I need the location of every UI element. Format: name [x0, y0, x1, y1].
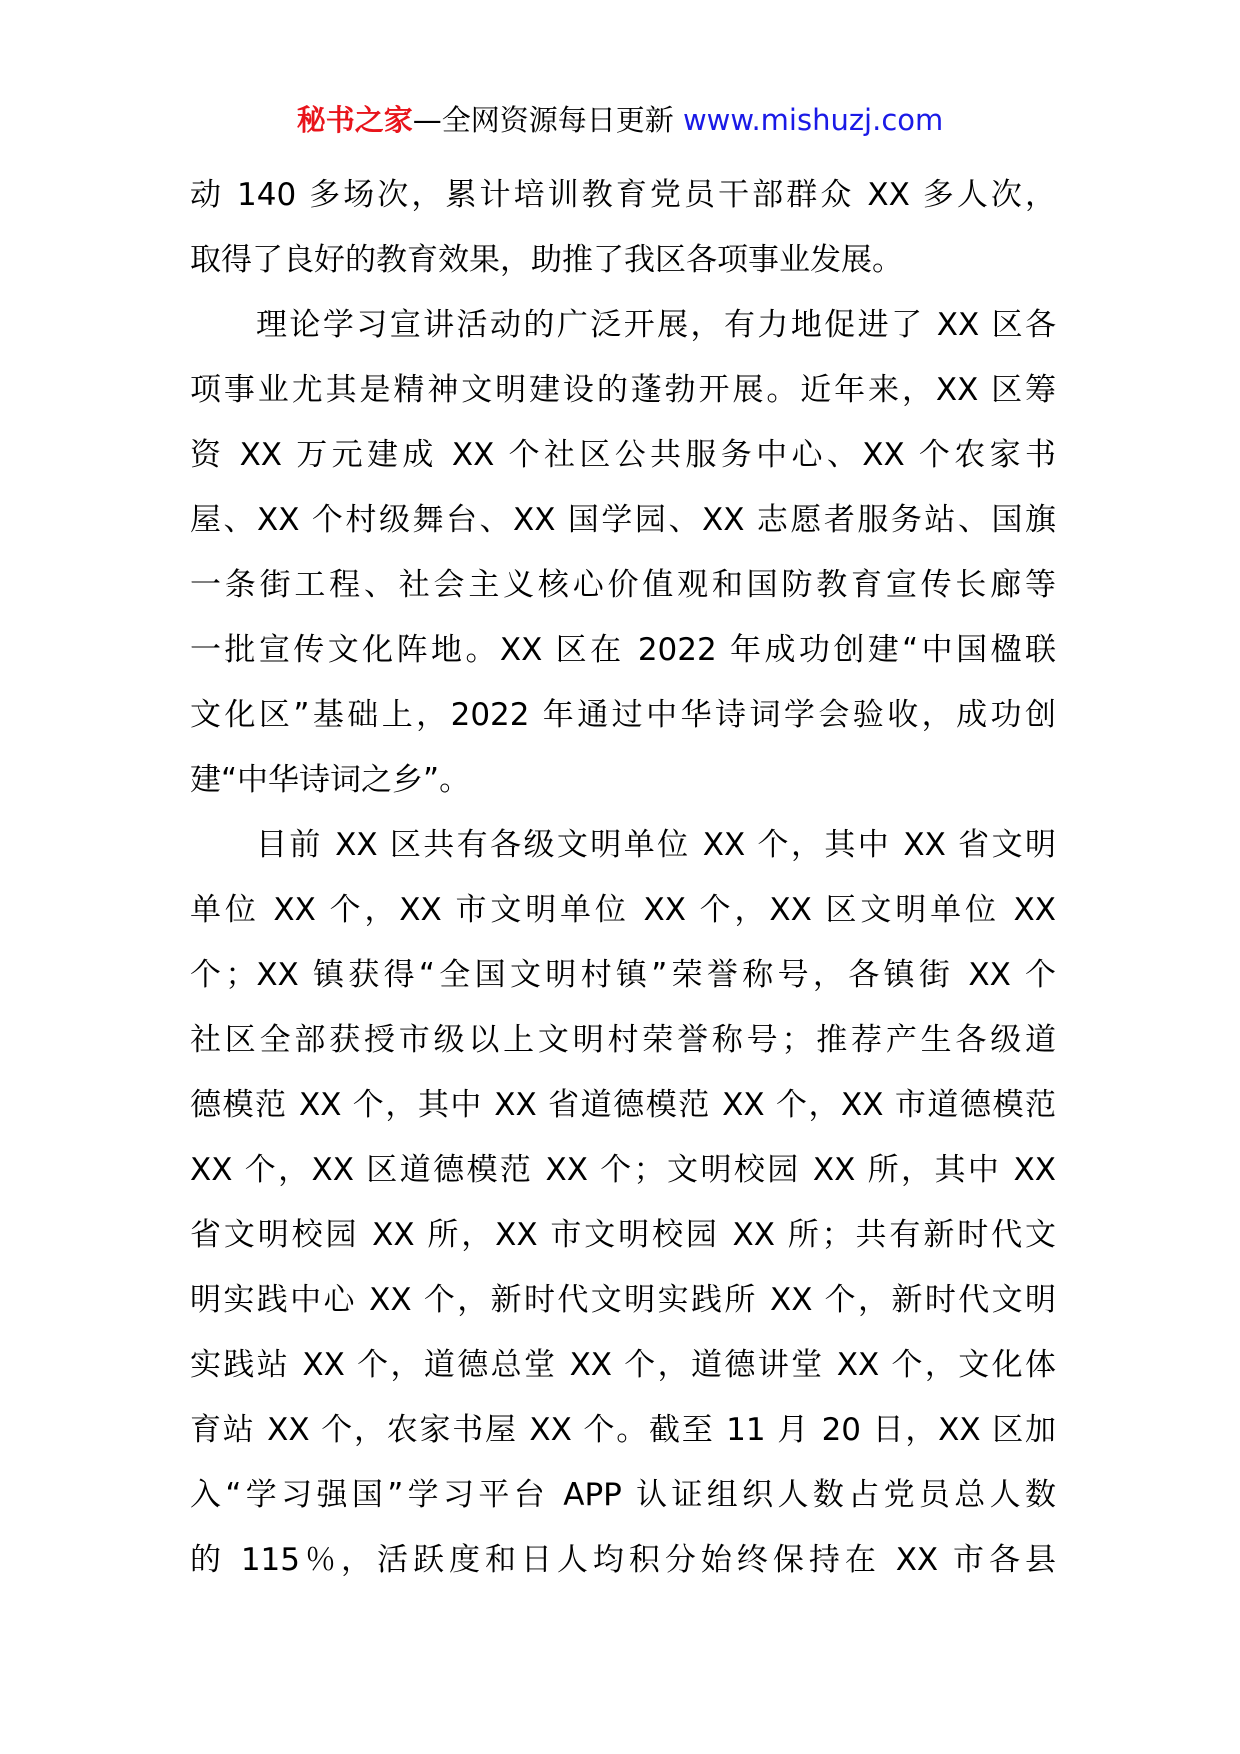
- site-brand: 秘书之家: [296, 103, 413, 137]
- text-line: 个；XX 镇获得“全国文明村镇”荣誉称号，各镇街 XX 个: [190, 957, 1056, 993]
- text-line: 项事业尤其是精神文明建设的蓬勃开展。近年来，XX 区筹: [190, 372, 1056, 408]
- text-line: 理论学习宣讲活动的广泛开展，有力地促进了 XX 区各: [256, 307, 1056, 343]
- text-line: 资 XX 万元建成 XX 个社区公共服务中心、XX 个农家书: [190, 437, 1056, 473]
- text-line: 实践站 XX 个，道德总堂 XX 个，道德讲堂 XX 个，文化体: [190, 1347, 1056, 1383]
- text-line: XX 个，XX 区道德模范 XX 个；文明校园 XX 所，其中 XX: [190, 1152, 1056, 1188]
- text-line: 德模范 XX 个，其中 XX 省道德模范 XX 个，XX 市道德模范: [190, 1087, 1056, 1123]
- text-line: 文化区”基础上，2022 年通过中华诗词学会验收，成功创: [190, 697, 1056, 733]
- site-header: [0, 100, 1240, 140]
- document-body: [190, 163, 1056, 1593]
- site-url-link[interactable]: www.mishuzj.com: [682, 103, 944, 137]
- text-line: 建“中华诗词之乡”。: [190, 762, 471, 798]
- text-line: 一批宣传文化阵地。XX 区在 2022 年成功创建“中国楹联: [190, 632, 1056, 668]
- text-line: 单位 XX 个，XX 市文明单位 XX 个，XX 区文明单位 XX: [190, 892, 1056, 928]
- text-line: 育站 XX 个，农家书屋 XX 个。截至 11 月 20 日，XX 区加: [190, 1412, 1056, 1448]
- text-line: 的 115％，活跃度和日人均积分始终保持在 XX 市各县: [190, 1542, 1056, 1578]
- text-line: 取得了良好的教育效果，助推了我区各项事业发展。: [190, 242, 903, 278]
- text-line: 屋、XX 个村级舞台、XX 国学园、XX 志愿者服务站、国旗: [190, 502, 1056, 538]
- text-line: 目前 XX 区共有各级文明单位 XX 个，其中 XX 省文明: [256, 827, 1056, 863]
- text-line: 入“学习强国”学习平台 APP 认证组织人数占党员总人数: [190, 1477, 1056, 1513]
- text-line: 社区全部获授市级以上文明村荣誉称号；推荐产生各级道: [190, 1022, 1056, 1058]
- text-line: 一条街工程、社会主义核心价值观和国防教育宣传长廊等: [190, 567, 1056, 603]
- text-line: 动 140 多场次，累计培训教育党员干部群众 XX 多人次，: [190, 177, 1056, 213]
- site-tagline: —全网资源每日更新: [412, 103, 683, 137]
- text-line: 省文明校园 XX 所，XX 市文明校园 XX 所；共有新时代文: [190, 1217, 1056, 1253]
- text-line: 明实践中心 XX 个，新时代文明实践所 XX 个，新时代文明: [190, 1282, 1056, 1318]
